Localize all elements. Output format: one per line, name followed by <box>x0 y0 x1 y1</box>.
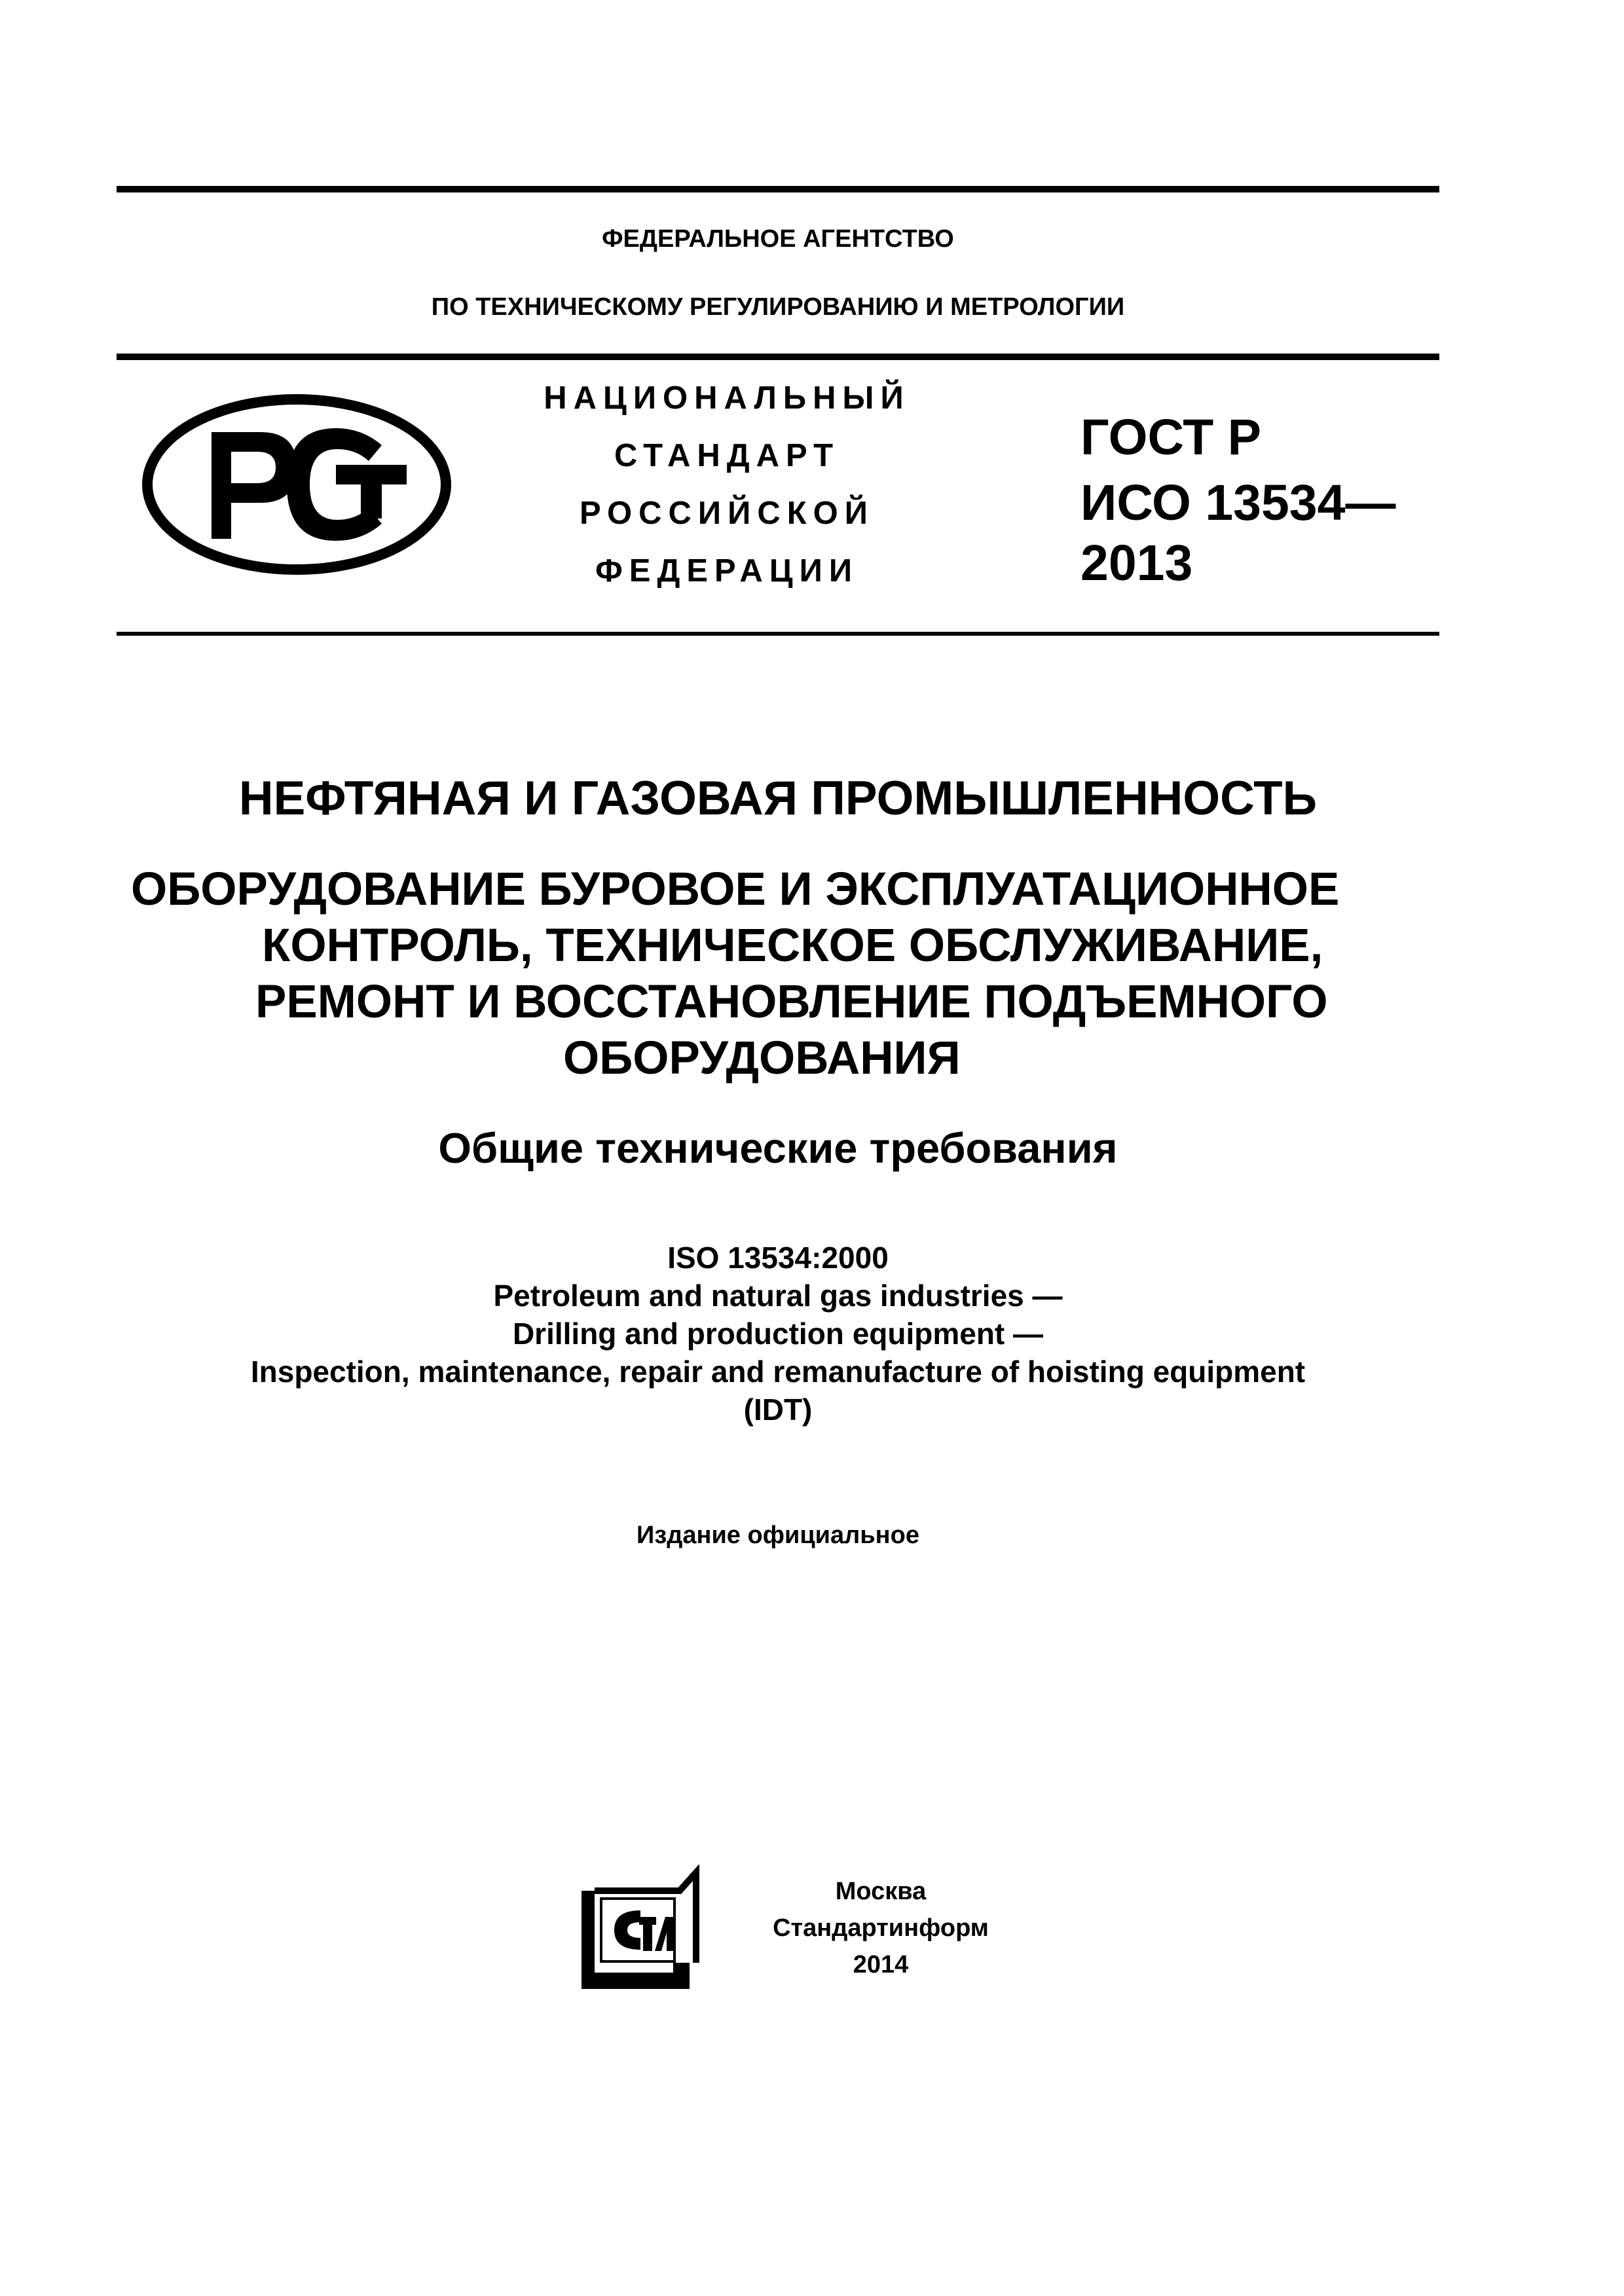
rst-mark-icon <box>139 392 454 578</box>
header-rule <box>117 354 1439 360</box>
publisher-city: Москва <box>835 1878 927 1905</box>
document-title: НЕФТЯНАЯ И ГАЗОВАЯ ПРОМЫШЛЕННОСТЬ <box>238 772 1318 825</box>
publisher-name: Стандартинформ <box>773 1914 989 1942</box>
agency-line-1: ФЕДЕРАЛЬНОЕ АГЕНТСТВО <box>602 225 954 253</box>
document-subtitle: Общие технические требования <box>438 1124 1118 1172</box>
iso-number: ISO 13534:2000 <box>667 1241 889 1275</box>
designation-line-1: ГОСТ Р <box>1080 409 1262 465</box>
standard-type-line-1: НАЦИОНАЛЬНЫЙ <box>544 380 910 416</box>
standard-type-line-3: РОССИЙСКОЙ <box>580 496 874 531</box>
title-line-2: КОНТРОЛЬ, ТЕХНИЧЕСКОЕ ОБСЛУЖИВАНИЕ, <box>262 920 1323 972</box>
sti-logo-icon <box>575 1865 706 1992</box>
iso-title-line-1: Petroleum and natural gas industries — <box>493 1279 1063 1313</box>
title-line-1: ОБОРУДОВАНИЕ БУРОВОЕ И ЭКСПЛУАТАЦИОННОЕ <box>131 864 1340 915</box>
title-line-4: ОБОРУДОВАНИЯ <box>563 1032 961 1084</box>
publisher-year: 2014 <box>853 1951 909 1978</box>
agency-line-2: ПО ТЕХНИЧЕСКОМУ РЕГУЛИРОВАНИЮ И МЕТРОЛОГИИ <box>431 293 1125 321</box>
iso-equivalence: (IDT) <box>743 1393 813 1427</box>
standard-type-line-2: СТАНДАРТ <box>614 438 840 473</box>
edition-label: Издание официальное <box>637 1522 919 1549</box>
title-line-3: РЕМОНТ И ВОССТАНОВЛЕНИЕ ПОДЪЕМНОГО <box>255 976 1328 1028</box>
standard-type-line-4: ФЕДЕРАЦИИ <box>595 553 859 589</box>
iso-title-line-2: Drilling and production equipment — <box>512 1317 1044 1351</box>
designation-rule <box>117 632 1439 636</box>
designation-line-2: ИСО 13534— <box>1080 475 1396 531</box>
iso-title-line-3: Inspection, maintenance, repair and remanufacture of hoisting equipment <box>250 1355 1306 1389</box>
designation-line-3: 2013 <box>1080 535 1193 591</box>
top-rule <box>117 186 1439 192</box>
